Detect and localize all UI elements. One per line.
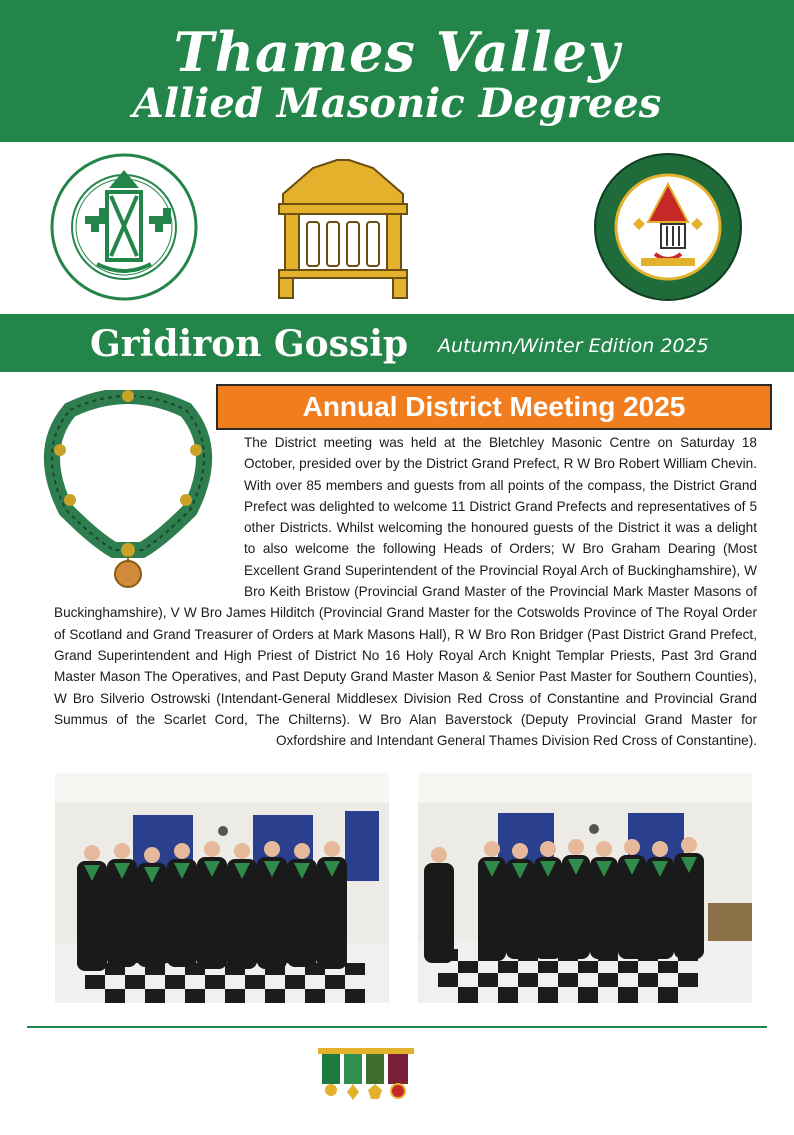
- section-heading-box: [216, 384, 772, 430]
- district-grand-council-seal-icon: [49, 152, 199, 302]
- footer-divider: [27, 1026, 767, 1028]
- masthead-title: Thames Valley: [173, 20, 621, 84]
- article-body-container: [54, 432, 757, 762]
- newsletter-name: Gridiron Gossip: [90, 323, 409, 365]
- image-wrap-spacer: [54, 432, 244, 602]
- section-heading: Annual District Meeting 2025: [302, 391, 686, 422]
- masthead: [0, 0, 794, 142]
- group-photo-left: [55, 773, 389, 1003]
- order-ribbons-icon: [318, 1048, 414, 1100]
- gridiron-icon: [275, 152, 411, 302]
- logo-row: [0, 142, 794, 314]
- group-photo-right: [418, 773, 752, 1003]
- masthead-subtitle: Allied Masonic Degrees: [132, 80, 662, 127]
- edition-label: Autumn/Winter Edition 2025: [438, 335, 709, 357]
- article-body: The District meeting was held at the Bletchley Masonic Centre on Saturday 18 October, presided over by the District Grand Prefect, R W Bro Robert William Chevin. With over 85 members and guests from all points of the compass, the District Grand Prefect was delighted to welcome 11 District Grand Prefects and representatives of 5 other Districts. Whilst welcoming the honoured guests of the District it was a delight to also welcome the following Heads of Orders; W Bro Graham Dearing (Most Excellent Grand Superintendent of the Provincial Royal Arch of Buckinghamshire), W Bro Keith Bristow (Provincial Grand Master of the Provincial Mark Master Masons of Buckinghamshire), V W Bro James Hilditch (Provincial Grand Master for the Cotswolds Province of The Royal Order of Scotland and Grand Treasurer of Orders at Mark Masons Hall), R W Bro Ron Bridger (Past District Grand Prefect, Grand Superintendent and High Priest of District No 16 Holy Royal Arch Knight Templar Priests, Past 3rd Grand Master Mason The Operatives, and Past Deputy Grand Master Mason & Senior Past Master for Southern Counties), W Bro Silverio Ostrowski (Intendant-General Middlesex Division Red Cross of Constantine and Provincial Grand Summus of the Scarlet Cord, The Chilterns). W Bro Alan Baverstock (Deputy Provincial Grand Master for Oxfordshire and Intendant General Thames Division Red Cross of Constantine).: [54, 435, 757, 749]
- grand-council-seal-icon: [593, 152, 743, 302]
- newsletter-band: [0, 314, 794, 372]
